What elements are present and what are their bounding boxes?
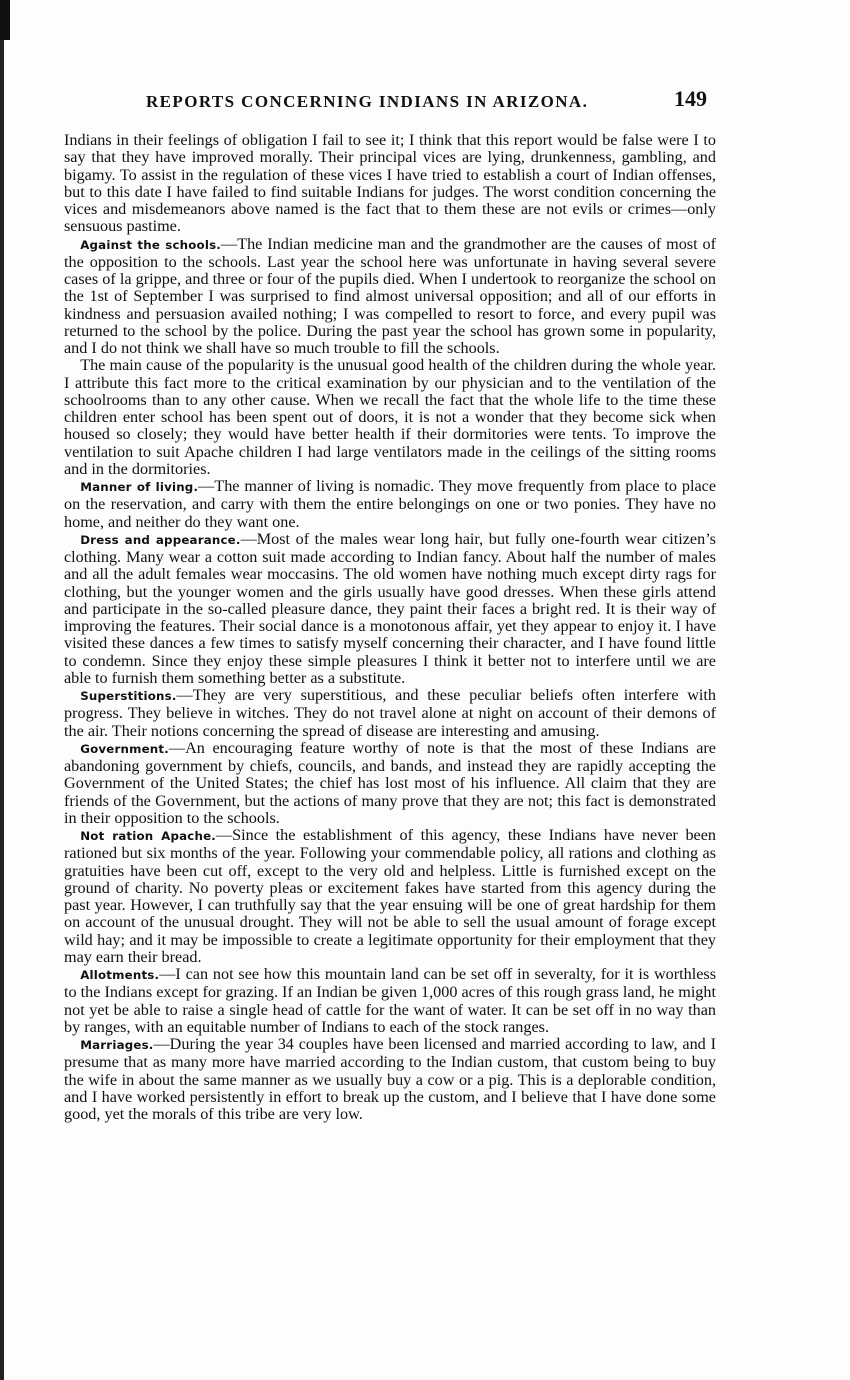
paragraph-superstitions [64,687,716,740]
paragraph-text: —I can not see how this mountain land can be set off in severalty, for it is worthless to the Indians except for grazing. If an Indian be given 1,000 acres of this rough grass land, he might not yet be able to raise a single head of cattle for the want of water. It can be set off in no way than by ranges, with an equitable number of Indians to each of the stock ranges. [64,965,716,1036]
paragraph-text: —An encouraging feature worthy of note is that the most of these Indians are abandoning government by chiefs, councils, and bands, and instead they are rapidly accepting the Government of the United States; the chief has lost most of his influence. All claim that they are friends of the Government, but the actions of many prove that they are not; this fact is demonstrated in their opposition to the schools. [64,738,716,827]
paragraph-manner-of-living [64,478,716,531]
section-heading: Superstitions. [80,689,177,703]
paragraph-not-ration-apache [64,827,716,966]
paragraph-text: —The Indian medicine man and the grandmother are the causes of most of the opposition to the schools. Last year the school here was unfortunate in having several severe cases of la grippe, and three or four of the pupils died. When I undertook to reorganize the school on the 1st of September I was surprised to find almost universal opposition; and all of our efforts in kindness and persuasion availed nothing; I was compelled to resort to force, and every pupil was returned to the school by the police. During the past year the school has grown some in popularity, and I do not think we shall have so much trouble to fill the schools. [64,234,717,357]
page-header [64,86,716,120]
section-heading: Against the schools. [80,237,221,252]
section-heading: Allotments. [80,968,160,982]
page-number: 149 [674,86,707,111]
page-binding-mark [0,0,10,40]
paragraph-text: Indians in their feelings of obligation I fail to see it; I think that this report would be false were I to say that they have improved morally. Their principal vices are lying, drunkenness, gambling, and bigamy. To assist in the regulation of these vices I have tried to establish a court of Indian offenses, but to this date I have failed to find suitable Indians for judges. The worst condition concerning the vices and misdemeanors above named is the fact that to them these are not evils or crimes—only sensuous pastime. [64,131,716,236]
paragraph-dress-appearance [64,531,716,687]
paragraph-text: —Most of the males wear long hair, but fully one-fourth wear citizen’s clothing. Many wear a cotton suit made according to Indian fancy. About half the number of males and all the adult females wear moccasins. The old women have nothing much except dirty rags for clothing, but the younger women and the girls usually have good dresses. When these girls attend and participate in the so-called pleasure dance, they paint their faces a bright red. It is their way of improving the features. Their social dance is a monotonous affair, yet they appear to enjoy it. I have visited these dances a few times to satisfy myself concerning their character, and I have found little to condemn. Since they enjoy these simple pleasures I think it better not to interfere until we are able to furnish them something better as a substitute. [64,529,716,687]
paragraph-text: The main cause of the popularity is the unusual good health of the children during the whole year. I attribute this fact more to the critical examination by our physician and to the ventilation of the schoolrooms than to any other cause. When we recall the fact that the whole life to the time these children enter school has been spent out of doors, it is not a wonder that they become sick when housed so closely; they would have better health if their dormitories were tents. To improve the ventilation to suit Apache children I had large ventilators made in the ceilings of the sitting rooms and in the dormitories. [64,356,716,478]
paragraph-text: —During the year 34 couples have been licensed and married according to law, and I presume that as many more have married according to the Indian custom, that custom being to buy the wife in about the same manner as we usually buy a cow or a pig. This is a deplorable condition, and I have worked persistently in effort to break up the custom, and I believe that I have done some good, yet the morals of this tribe are very low. [64,1035,716,1123]
paragraph-marriages [64,1036,716,1123]
section-heading: Manner of living. [80,480,199,494]
paragraph-text: —Since the establishment of this agency, these Indians have never been rationed but six months of the year. Following your commendable policy, all rations and clothing as gratuities have been cut off, except to the very old and helpless. Little is furnished except on the ground of charity. No poverty pleas or excitement fakes have started from this agency during the past year. However, I can truthfully say that the year ensuing will be one of great hardship for them on account of the unusual drought. They will not be able to sell the usual amount of forage except wild hay; and it may be impossible to create a legitimate opportunity for their employment that they may earn their bread. [64,826,716,966]
section-heading: Marriages. [80,1038,154,1052]
report-body [64,132,716,1123]
paragraph-morals [64,132,716,236]
paragraph-text: —The manner of living is nomadic. They move frequently from place to place on the reservation, and carry with them the entire belongings on one or two ponies. They have no home, and neither do they want one. [64,477,716,531]
section-heading: Dress and appearance. [80,532,241,547]
page-binding-edge [0,0,4,1380]
paragraph-against-schools [64,236,716,358]
section-heading: Not ration Apache. [80,829,216,843]
paragraph-government [64,740,716,827]
running-head: REPORTS CONCERNING INDIANS IN ARIZONA. [146,92,589,111]
paragraph-allotments [64,966,716,1036]
paragraph-school-popularity [64,357,716,478]
section-heading: Government. [80,741,169,756]
paragraph-text: —They are very superstitious, and these peculiar beliefs often interfere with progress. They believe in witches. They do not travel alone at night on account of their demons of the air. Their notions concerning the spread of disease are interesting and amusing. [64,686,716,740]
